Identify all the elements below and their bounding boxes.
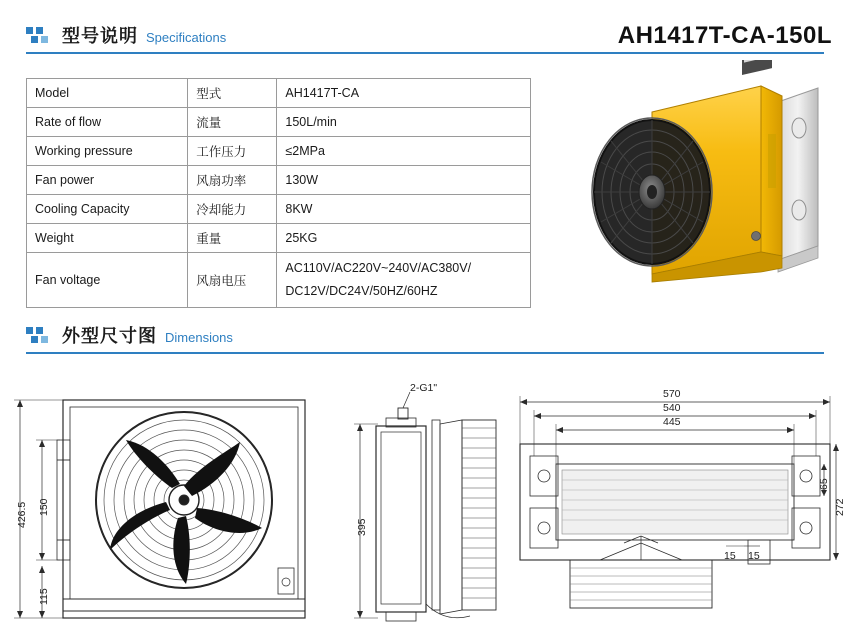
- table-row: [27, 195, 531, 224]
- fan-guard: [592, 118, 712, 266]
- table-row: [27, 137, 531, 166]
- spec-label-en: Fan voltage: [27, 253, 188, 308]
- dim-side-height: 395: [356, 518, 368, 536]
- spec-value: 8KW: [277, 195, 531, 224]
- dim-top-width-outer: 570: [663, 388, 681, 400]
- dim-top-65: 65: [818, 478, 830, 490]
- section1-divider: [26, 52, 824, 54]
- spec-value: 130W: [277, 166, 531, 195]
- dim-top-15-b: 15: [748, 550, 760, 562]
- spec-label-en: Working pressure: [27, 137, 188, 166]
- spec-label-cn: 冷却能力: [188, 195, 277, 224]
- spec-label-cn: 流量: [188, 108, 277, 137]
- table-row: [27, 166, 531, 195]
- section-header-dimensions: [26, 322, 233, 348]
- product-photo: [556, 60, 836, 292]
- section2-title-cn: 外型尺寸图: [62, 326, 157, 347]
- section2-divider: [26, 352, 824, 354]
- dimension-drawings: [0, 368, 850, 629]
- spec-label-cn: 风扇功率: [188, 166, 277, 195]
- dim-front-height-base: 115: [38, 588, 50, 605]
- spec-label-cn: 重量: [188, 224, 277, 253]
- front-view: [14, 400, 305, 618]
- spec-label-cn: 型式: [188, 79, 277, 108]
- dim-top-width-mid: 540: [663, 402, 681, 414]
- diamond-squares-icon: [26, 24, 54, 46]
- table-row: [27, 224, 531, 253]
- spec-label-en: Model: [27, 79, 188, 108]
- table-row: [27, 79, 531, 108]
- model-title: AH1417T-CA-150L: [617, 22, 832, 49]
- dim-top-15-a: 15: [724, 550, 736, 562]
- spec-value-voltage: [277, 253, 531, 308]
- spec-label-cn: 风扇电压: [188, 253, 277, 308]
- dim-top-depth: 272: [834, 498, 846, 516]
- spec-label-cn: 工作压力: [188, 137, 277, 166]
- section2-title-en: Dimensions: [165, 330, 233, 345]
- spec-value: ≤2MPa: [277, 137, 531, 166]
- spec-label-en: Weight: [27, 224, 188, 253]
- specifications-table: [26, 78, 531, 308]
- table-row-voltage: [27, 253, 531, 308]
- table-row: [27, 108, 531, 137]
- spec-value: 150L/min: [277, 108, 531, 137]
- spec-value: AH1417T-CA: [277, 79, 531, 108]
- diamond-squares-icon: [26, 324, 54, 346]
- dim-top-width-inner: 445: [663, 416, 681, 428]
- voltage-line-2: DC12V/DC24V/50HZ/60HZ: [285, 284, 438, 299]
- section1-title-en: Specifications: [146, 30, 227, 45]
- dim-front-height-total: 426.5: [16, 501, 28, 528]
- spec-label-en: Cooling Capacity: [27, 195, 188, 224]
- spec-label-en: Fan power: [27, 166, 188, 195]
- side-view: [354, 392, 496, 621]
- section-header-specifications: [26, 22, 226, 48]
- drawings-svg: [0, 368, 850, 629]
- dim-front-height-inner: 150: [38, 498, 50, 516]
- mounting-bracket: [778, 88, 818, 272]
- section1-title-cn: 型号说明: [62, 26, 138, 47]
- spec-label-en: Rate of flow: [27, 108, 188, 137]
- dim-port-label: 2-G1": [410, 382, 438, 394]
- voltage-line-1: AC110V/AC220V~240V/AC380V/: [285, 261, 472, 275]
- spec-value: 25KG: [277, 224, 531, 253]
